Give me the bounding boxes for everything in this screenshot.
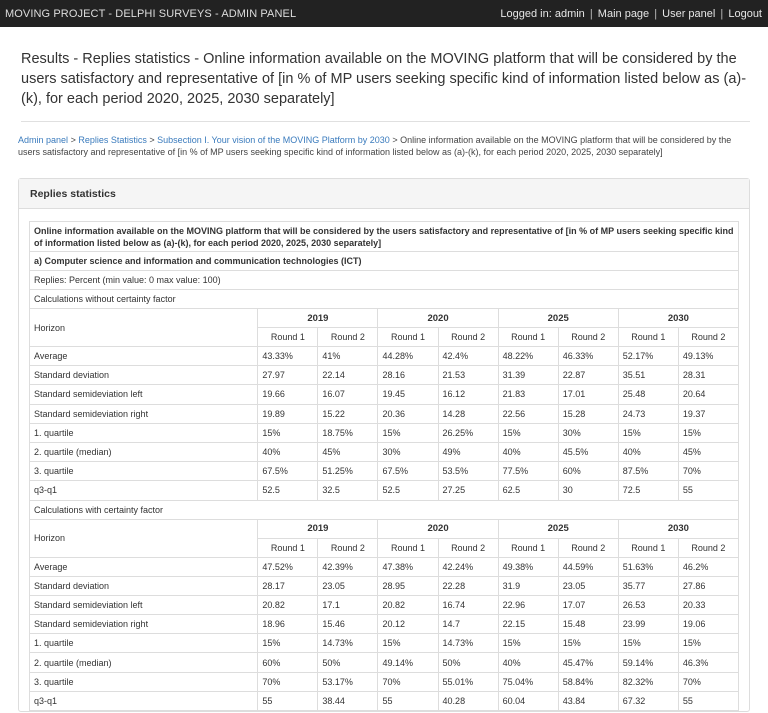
panel-body — [19, 209, 749, 711]
table-cell: 20.82 — [378, 595, 438, 614]
table-cell: 40% — [498, 653, 558, 672]
row-label: q3-q1 — [30, 481, 258, 500]
round-header: Round 2 — [558, 328, 618, 347]
table-cell: 49.14% — [378, 653, 438, 672]
table-cell: 15% — [498, 634, 558, 653]
row-label: Standard deviation — [30, 366, 258, 385]
row-label: Standard semideviation right — [30, 615, 258, 634]
table-cell: 15% — [678, 634, 738, 653]
table-cell: 43.84 — [558, 691, 618, 710]
round-header: Round 2 — [558, 538, 618, 557]
table-cell: 62.5 — [498, 481, 558, 500]
table-row — [30, 366, 739, 385]
table-row — [30, 347, 739, 366]
row-label: Standard semideviation left — [30, 385, 258, 404]
year-header: 2025 — [498, 309, 618, 328]
table-cell: 26.25% — [438, 423, 498, 442]
table-cell: 15.46 — [318, 615, 378, 634]
section-title-row — [30, 290, 739, 309]
page-title: Results - Replies statistics - Online information available on the MOVING platform that will be considered by the users satisfactory and representative of [in % of MP users seeking specific kind of information listed below as (a)-(k), for each period 2020, 2025, 2030 separately] — [21, 49, 750, 122]
section-title: Calculations without certainty factor — [30, 290, 739, 309]
year-header: 2020 — [378, 309, 498, 328]
table-cell: 20.12 — [378, 615, 438, 634]
table-cell: 32.5 — [318, 481, 378, 500]
row-label: Average — [30, 557, 258, 576]
round-header: Round 1 — [618, 328, 678, 347]
brand-title[interactable]: MOVING PROJECT - DELPHI SURVEYS - ADMIN PANEL — [5, 7, 297, 20]
horizon-header: Horizon — [30, 309, 258, 347]
row-label: 1. quartile — [30, 634, 258, 653]
table-cell: 46.2% — [678, 557, 738, 576]
table-cell: 46.3% — [678, 653, 738, 672]
row-label: q3-q1 — [30, 691, 258, 710]
breadcrumb-admin-panel[interactable]: Admin panel — [18, 135, 69, 145]
table-cell: 22.14 — [318, 366, 378, 385]
table-cell: 17.07 — [558, 595, 618, 614]
table-cell: 42.4% — [438, 347, 498, 366]
table-cell: 60% — [258, 653, 318, 672]
section-title-row — [30, 500, 739, 519]
table-cell: 26.53 — [618, 595, 678, 614]
question-row — [30, 222, 739, 252]
table-cell: 15% — [378, 634, 438, 653]
table-cell: 70% — [378, 672, 438, 691]
replies-statistics-panel — [18, 178, 750, 712]
year-header: 2030 — [618, 309, 738, 328]
table-cell: 55 — [678, 691, 738, 710]
table-cell: 22.56 — [498, 404, 558, 423]
table-cell: 42.24% — [438, 557, 498, 576]
round-header: Round 1 — [378, 328, 438, 347]
table-cell: 15.48 — [558, 615, 618, 634]
round-header: Round 2 — [678, 538, 738, 557]
table-cell: 31.9 — [498, 576, 558, 595]
subquestion-text: a) Computer science and information and communication technologies (ICT) — [30, 252, 739, 271]
table-cell: 19.45 — [378, 385, 438, 404]
table-cell: 15% — [378, 423, 438, 442]
table-cell: 23.99 — [618, 615, 678, 634]
replies-info-text: Replies: Percent (min value: 0 max value: 100) — [30, 271, 739, 290]
table-cell: 28.17 — [258, 576, 318, 595]
table-row — [30, 462, 739, 481]
table-cell: 19.37 — [678, 404, 738, 423]
table-cell: 77.5% — [498, 462, 558, 481]
table-cell: 45.5% — [558, 442, 618, 461]
table-cell: 30 — [558, 481, 618, 500]
table-cell: 53.17% — [318, 672, 378, 691]
table-cell: 14.73% — [318, 634, 378, 653]
table-row — [30, 653, 739, 672]
row-label: Standard semideviation right — [30, 404, 258, 423]
table-cell: 44.59% — [558, 557, 618, 576]
table-cell: 50% — [438, 653, 498, 672]
table-cell: 16.74 — [438, 595, 498, 614]
table-row — [30, 557, 739, 576]
round-header: Round 1 — [258, 538, 318, 557]
table-cell: 28.31 — [678, 366, 738, 385]
table-cell: 27.25 — [438, 481, 498, 500]
table-cell: 49.13% — [678, 347, 738, 366]
table-cell: 19.89 — [258, 404, 318, 423]
table-cell: 19.66 — [258, 385, 318, 404]
round-header: Round 1 — [618, 538, 678, 557]
year-header: 2020 — [378, 519, 498, 538]
round-header: Round 1 — [498, 538, 558, 557]
table-cell: 72.5 — [618, 481, 678, 500]
table-cell: 35.51 — [618, 366, 678, 385]
round-header: Round 2 — [318, 538, 378, 557]
row-label: Average — [30, 347, 258, 366]
table-cell: 20.82 — [258, 595, 318, 614]
table-cell: 17.01 — [558, 385, 618, 404]
round-header: Round 1 — [378, 538, 438, 557]
table-cell: 21.53 — [438, 366, 498, 385]
year-header: 2030 — [618, 519, 738, 538]
table-cell: 22.96 — [498, 595, 558, 614]
round-header: Round 2 — [318, 328, 378, 347]
table-cell: 20.33 — [678, 595, 738, 614]
round-header: Round 1 — [498, 328, 558, 347]
row-label: 2. quartile (median) — [30, 442, 258, 461]
table-cell: 14.7 — [438, 615, 498, 634]
table-cell: 15% — [678, 423, 738, 442]
table-cell: 17.1 — [318, 595, 378, 614]
round-header: Round 2 — [438, 328, 498, 347]
table-row — [30, 615, 739, 634]
table-cell: 41% — [318, 347, 378, 366]
top-navbar — [0, 0, 768, 27]
year-header: 2025 — [498, 519, 618, 538]
table-cell: 48.22% — [498, 347, 558, 366]
table-row — [30, 404, 739, 423]
table-row — [30, 691, 739, 710]
table-cell: 21.83 — [498, 385, 558, 404]
breadcrumb-separator: > — [70, 135, 76, 145]
table-cell: 24.73 — [618, 404, 678, 423]
year-header-row — [30, 519, 739, 538]
table-cell: 43.33% — [258, 347, 318, 366]
table-cell: 42.39% — [318, 557, 378, 576]
table-cell: 58.84% — [558, 672, 618, 691]
table-cell: 82.32% — [618, 672, 678, 691]
panel-heading: Replies statistics — [19, 179, 749, 209]
table-cell: 51.63% — [618, 557, 678, 576]
horizon-header: Horizon — [30, 519, 258, 557]
year-header-row — [30, 309, 739, 328]
table-cell: 40% — [618, 442, 678, 461]
table-row — [30, 442, 739, 461]
table-cell: 23.05 — [558, 576, 618, 595]
table-cell: 87.5% — [618, 462, 678, 481]
table-cell: 49% — [438, 442, 498, 461]
year-header: 2019 — [258, 309, 378, 328]
table-row — [30, 423, 739, 442]
table-cell: 55 — [258, 691, 318, 710]
table-cell: 18.75% — [318, 423, 378, 442]
row-label: 2. quartile (median) — [30, 653, 258, 672]
table-cell: 30% — [558, 423, 618, 442]
table-cell: 55 — [378, 691, 438, 710]
table-cell: 50% — [318, 653, 378, 672]
table-cell: 25.48 — [618, 385, 678, 404]
table-cell: 27.86 — [678, 576, 738, 595]
table-cell: 20.36 — [378, 404, 438, 423]
table-cell: 55 — [678, 481, 738, 500]
table-cell: 23.05 — [318, 576, 378, 595]
table-cell: 19.06 — [678, 615, 738, 634]
row-label: Standard semideviation left — [30, 595, 258, 614]
table-cell: 70% — [678, 462, 738, 481]
table-cell: 15% — [618, 634, 678, 653]
table-cell: 47.52% — [258, 557, 318, 576]
table-row — [30, 634, 739, 653]
table-cell: 45.47% — [558, 653, 618, 672]
table-row — [30, 672, 739, 691]
table-cell: 49.38% — [498, 557, 558, 576]
table-cell: 22.87 — [558, 366, 618, 385]
main-content — [0, 49, 768, 712]
table-cell: 45% — [678, 442, 738, 461]
breadcrumb-subsection[interactable]: Subsection I. Your vision of the MOVING Platform by 2030 — [157, 135, 390, 145]
table-cell: 40% — [258, 442, 318, 461]
breadcrumb-separator: > — [392, 135, 398, 145]
table-cell: 55.01% — [438, 672, 498, 691]
table-row — [30, 595, 739, 614]
logged-in-label: Logged in: admin — [500, 7, 585, 20]
table-cell: 35.77 — [618, 576, 678, 595]
table-cell: 75.04% — [498, 672, 558, 691]
table-cell: 52.5 — [378, 481, 438, 500]
table-cell: 38.44 — [318, 691, 378, 710]
table-cell: 67.5% — [378, 462, 438, 481]
logout-link[interactable]: Logout — [728, 7, 762, 20]
section-title: Calculations with certainty factor — [30, 500, 739, 519]
table-cell: 22.15 — [498, 615, 558, 634]
subquestion-row — [30, 252, 739, 271]
table-cell: 59.14% — [618, 653, 678, 672]
table-cell: 51.25% — [318, 462, 378, 481]
table-cell: 28.95 — [378, 576, 438, 595]
table-cell: 46.33% — [558, 347, 618, 366]
round-header: Round 1 — [258, 328, 318, 347]
table-cell: 45% — [318, 442, 378, 461]
question-text: Online information available on the MOVING platform that will be considered by the users satisfactory and representative of [in % of MP users seeking specific kind of information listed below as (a)-(k), for each period 2020, 2025, 2030 separately] — [30, 222, 739, 252]
table-cell: 44.28% — [378, 347, 438, 366]
table-cell: 22.28 — [438, 576, 498, 595]
round-header: Round 2 — [438, 538, 498, 557]
table-cell: 16.07 — [318, 385, 378, 404]
table-cell: 18.96 — [258, 615, 318, 634]
table-cell: 60% — [558, 462, 618, 481]
table-cell: 20.64 — [678, 385, 738, 404]
table-cell: 31.39 — [498, 366, 558, 385]
table-cell: 67.5% — [258, 462, 318, 481]
breadcrumb-separator: > — [149, 135, 155, 145]
table-cell: 67.32 — [618, 691, 678, 710]
statistics-table — [29, 221, 739, 711]
user-nav: Logged in: admin | Main page | User panel | Logout — [500, 7, 762, 20]
table-cell: 28.16 — [378, 366, 438, 385]
table-cell: 14.73% — [438, 634, 498, 653]
year-header: 2019 — [258, 519, 378, 538]
table-cell: 15% — [258, 634, 318, 653]
breadcrumb-current: Online information available on the MOVING platform that will be considered by the users satisfactory and representative of [in % of MP users seeking specific kind of information listed below as (a)-(k), for each period 2020, 2025, 2030 separately] — [18, 135, 732, 157]
row-label: 1. quartile — [30, 423, 258, 442]
table-cell: 14.28 — [438, 404, 498, 423]
row-label: Standard deviation — [30, 576, 258, 595]
table-cell: 60.04 — [498, 691, 558, 710]
breadcrumb-replies-statistics[interactable]: Replies Statistics — [78, 135, 147, 145]
replies-info-row — [30, 271, 739, 290]
table-cell: 27.97 — [258, 366, 318, 385]
table-cell: 30% — [378, 442, 438, 461]
table-row — [30, 576, 739, 595]
table-cell: 70% — [258, 672, 318, 691]
table-row — [30, 481, 739, 500]
table-cell: 15% — [258, 423, 318, 442]
table-cell: 15.22 — [318, 404, 378, 423]
table-row — [30, 385, 739, 404]
table-cell: 40.28 — [438, 691, 498, 710]
table-cell: 16.12 — [438, 385, 498, 404]
table-cell: 52.17% — [618, 347, 678, 366]
table-cell: 52.5 — [258, 481, 318, 500]
row-label: 3. quartile — [30, 462, 258, 481]
row-label: 3. quartile — [30, 672, 258, 691]
table-cell: 15.28 — [558, 404, 618, 423]
table-cell: 15% — [618, 423, 678, 442]
table-cell: 53.5% — [438, 462, 498, 481]
table-cell: 47.38% — [378, 557, 438, 576]
main-page-link[interactable]: Main page — [597, 7, 650, 20]
round-header: Round 2 — [678, 328, 738, 347]
table-cell: 15% — [558, 634, 618, 653]
breadcrumb — [18, 134, 750, 158]
user-panel-link[interactable]: User panel — [662, 7, 716, 20]
table-cell: 40% — [498, 442, 558, 461]
table-cell: 70% — [678, 672, 738, 691]
table-cell: 15% — [498, 423, 558, 442]
